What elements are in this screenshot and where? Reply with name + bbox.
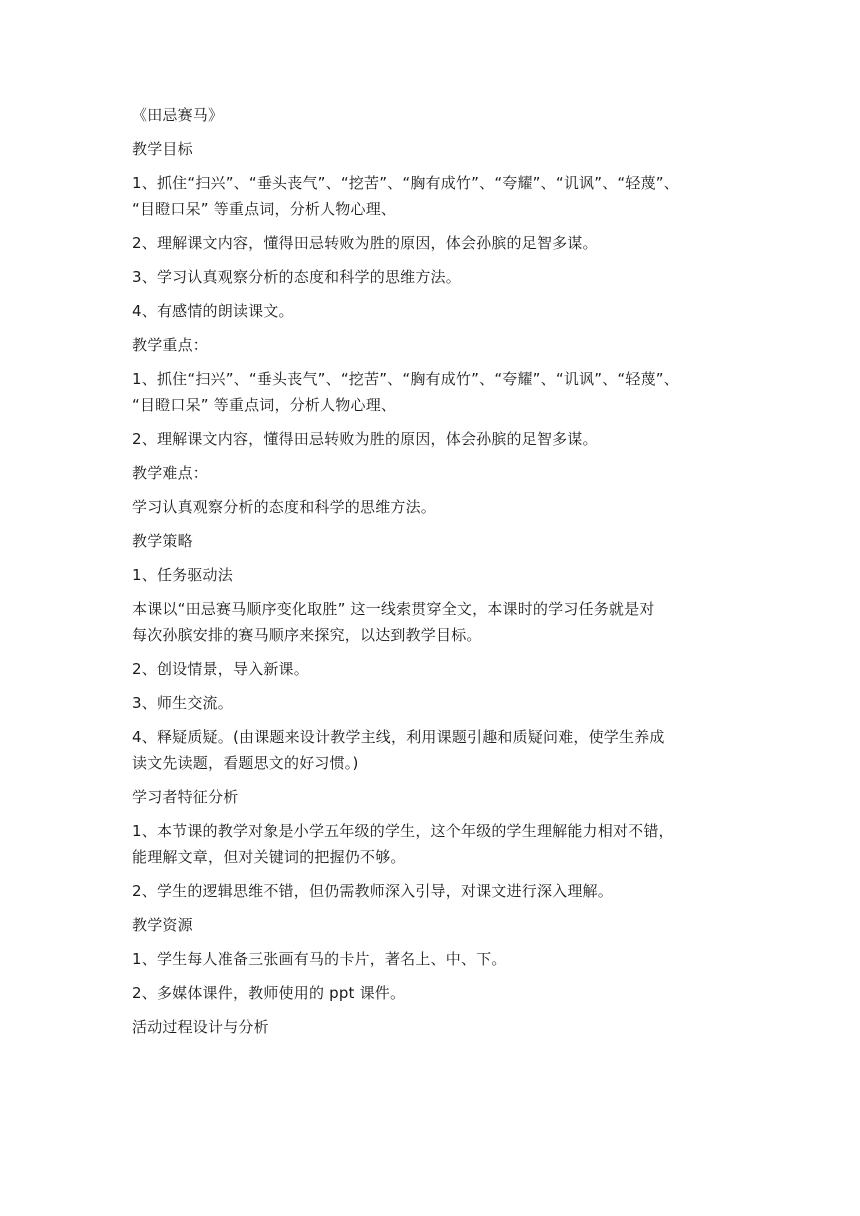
strategy-1-detail-line-1: 本课以“田忌赛马顺序变化取胜” 这一线索贯穿全文，本课时的学习任务就是对 [132,600,655,618]
strategy-2: 2、创设情景，导入新课。 [132,660,309,678]
key-point-2: 2、理解课文内容，懂得田忌转败为胜的原因，体会孙膑的足智多谋。 [132,430,598,448]
learner-1-line-2: 能理解文章，但对关键词的把握仍不够。 [132,848,406,866]
key-point-1-line-1: 1、抓住“扫兴”、“垂头丧气”、“挖苦”、“胸有成竹”、“夸耀”、“讥讽”、“轻蔑”、 [132,370,679,388]
goal-1-line-1: 1、抓住“扫兴”、“垂头丧气”、“挖苦”、“胸有成竹”、“夸耀”、“讥讽”、“轻蔑”、 [132,174,679,192]
strategy-4-line-1: 4、释疑质疑。(由课题来设计教学主线，利用课题引趣和质疑问难，使学生养成 [132,728,665,746]
difficulty-1: 学习认真观察分析的态度和科学的思维方法。 [132,498,437,516]
key-point-1-line-2: “目瞪口呆” 等重点词，分析人物心理、 [132,396,397,414]
goal-2: 2、理解课文内容，懂得田忌转败为胜的原因，体会孙膑的足智多谋。 [132,234,598,252]
heading-key-points: 教学重点： [132,336,209,354]
learner-1-line-1: 1、本节课的教学对象是小学五年级的学生，这个年级的学生理解能力相对不错， [132,822,674,840]
heading-difficulties: 教学难点： [132,464,209,482]
strategy-4-line-2: 读文先读题，看题思文的好习惯。) [132,754,359,772]
goal-3: 3、学习认真观察分析的态度和科学的思维方法。 [132,268,461,286]
heading-teaching-goals: 教学目标 [132,140,193,158]
document-page [132,104,732,1050]
strategy-1-detail-line-2: 每次孙膑安排的赛马顺序来探究，以达到教学目标。 [132,626,482,644]
goal-1-line-2: “目瞪口呆” 等重点词，分析人物心理、 [132,200,397,218]
learner-2: 2、学生的逻辑思维不错，但仍需教师深入引导，对课文进行深入理解。 [132,882,613,900]
resource-1: 1、学生每人准备三张画有马的卡片，著名上、中、下。 [132,950,507,968]
document-title: 《田忌赛马》 [132,106,224,124]
strategy-3: 3、师生交流。 [132,694,233,712]
resource-2: 2、多媒体课件，教师使用的 ppt 课件。 [132,984,406,1002]
heading-strategies: 教学策略 [132,532,193,550]
heading-learner-analysis: 学习者特征分析 [132,788,239,806]
heading-activity-design: 活动过程设计与分析 [132,1018,269,1036]
strategy-1: 1、任务驱动法 [132,566,233,584]
heading-resources: 教学资源 [132,916,193,934]
goal-4: 4、有感情的朗读课文。 [132,302,294,320]
